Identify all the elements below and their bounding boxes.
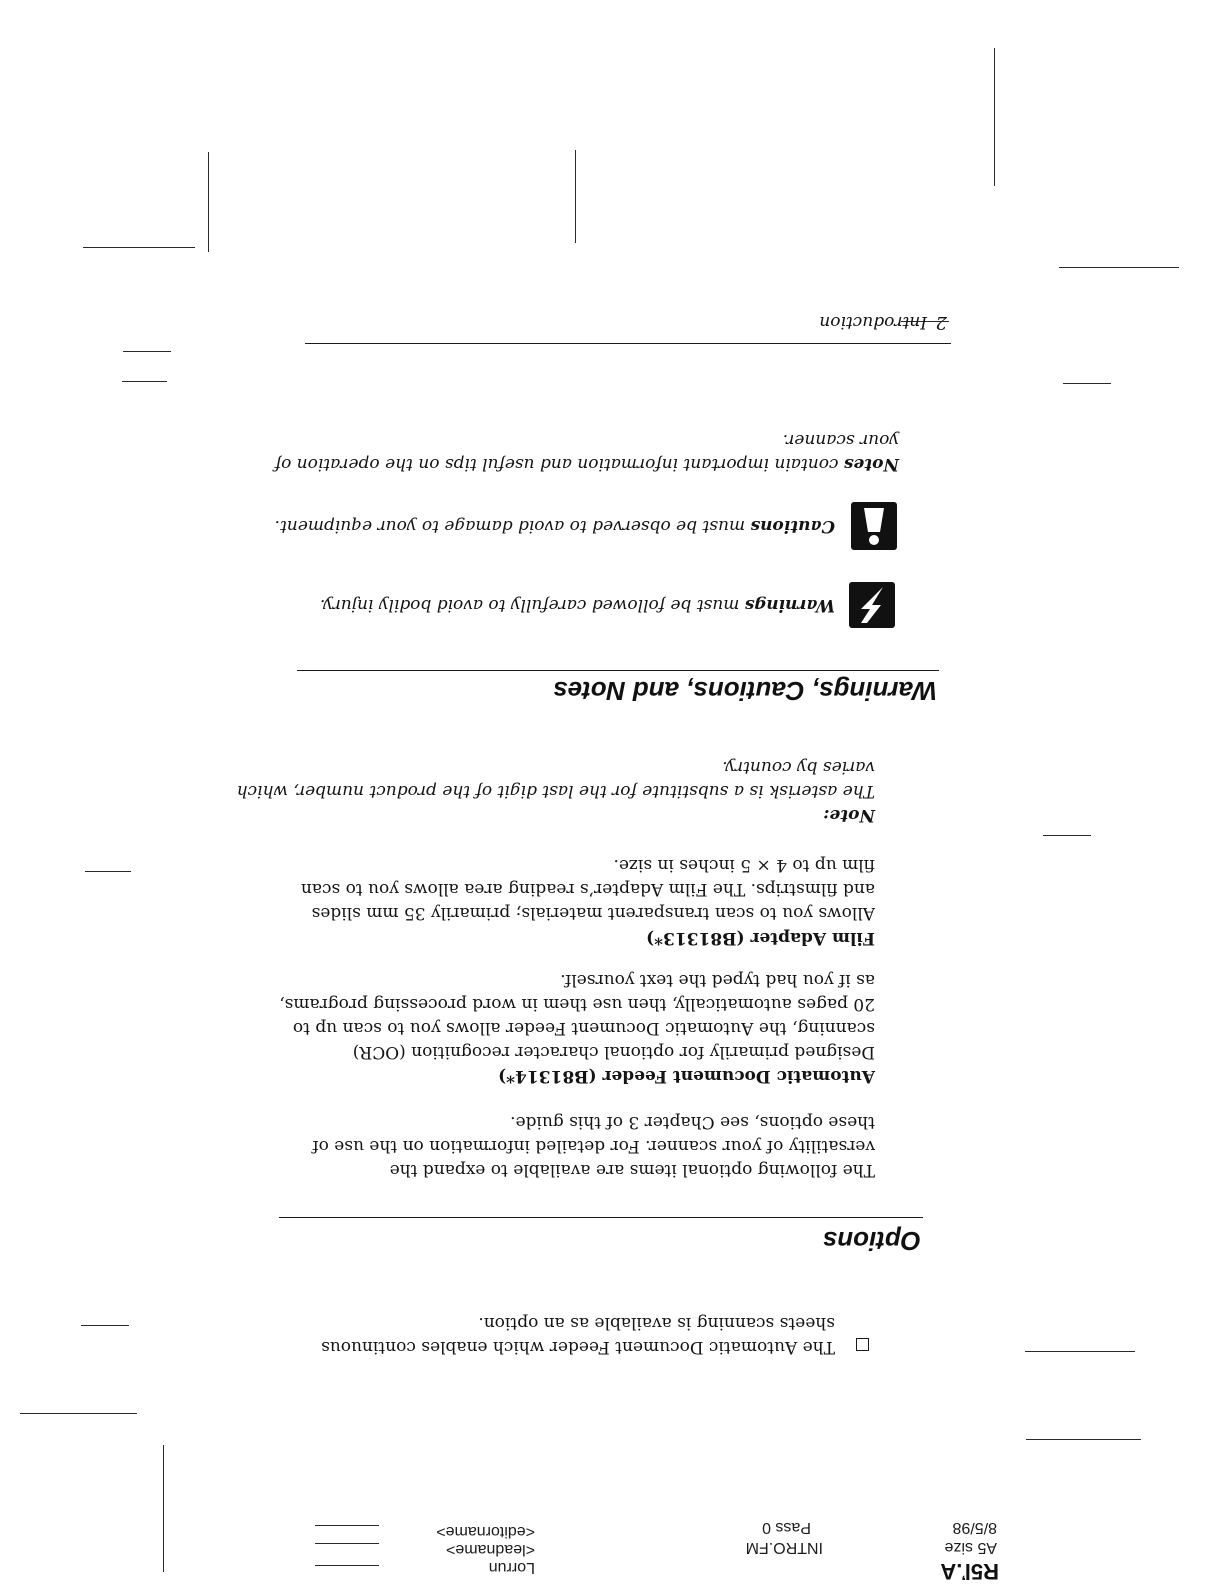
adf-text-line: 20 pages automatically, then use them in word processing programs, [279,994,875,1014]
options-intro-line: these options, see Chapter 3 of this guide. [510,1112,875,1132]
notes-description: contain important information and useful tips on the operation of [274,454,839,474]
notes-text-line: your scanner. [782,430,899,450]
crop-mark [163,1445,164,1572]
page-number: 2 [935,312,947,333]
film-text-line: film up to 4 × 5 inches in size. [613,855,875,875]
adf-text-line: scanning, the Automatic Document Feeder allows you to scan up to [292,1018,875,1038]
editor-name-line: <leadname> [446,1541,535,1558]
caution-label: Cautions [750,516,835,536]
header-rule [315,1525,379,1526]
crop-mark [20,1413,137,1414]
bullet-text: The Automatic Document Feeder which enables continuous [321,1337,835,1357]
crop-mark [1059,267,1179,268]
notes-label: Notes [843,454,899,474]
crop-mark [994,48,995,186]
crop-mark [1063,383,1111,384]
pass-label: Pass 0 [762,1519,811,1536]
options-intro-line: The following optional items are available to expand the [389,1160,875,1180]
warning-label: Warnings [744,595,835,615]
adf-text-line: as if you had typed the text yourself. [560,970,875,990]
header-rule [315,1565,379,1566]
file-name-label: INTRO.FM [745,1539,823,1556]
crop-mark [208,152,209,252]
editor-name-line: <editorname> [436,1523,535,1540]
crop-mark [575,150,576,243]
notes-text-line [275,452,899,475]
caution-description: must be observed to avoid damage to your equipment. [274,516,746,536]
warning-description: must be followed carefully to avoid bodily injury. [319,595,740,615]
crop-mark [123,351,171,352]
caution-text [275,514,835,537]
crop-mark [1026,1439,1141,1440]
checkbox-bullet-icon [856,1338,869,1351]
running-footer-rule [305,343,951,344]
crop-mark [122,381,167,382]
options-heading: Options [822,1226,921,1256]
options-intro-line: versatility of your scanner. For detailed information on the use of [312,1136,875,1156]
section-rule [279,1217,923,1218]
note-label: Note: [823,805,875,825]
lightning-warning-icon [849,582,895,628]
running-section-title: Introduction [819,312,927,332]
exclamation-caution-icon [851,502,897,550]
note-text-line: varies by country. [722,757,875,777]
note-text-line: The asterisk is a substitute for the last digit of the product number, which [236,781,875,801]
crop-mark [1043,835,1091,836]
bullet-text: sheets scanning is available as an option. [478,1313,835,1333]
section-rule [297,670,939,671]
film-text-line: Allows you to scan transparent materials; primarily 35 mm slides [311,903,875,923]
crop-mark [85,871,131,872]
warnings-heading: Warnings, Cautions, and Notes [553,676,937,706]
date-label: 8/5/98 [952,1519,997,1536]
crop-mark [1025,1351,1135,1352]
crop-mark [83,247,195,248]
page-size-label: A5 size [944,1539,997,1556]
warning-text [320,593,835,616]
film-text-line: and filmstrips. The Film Adapter’s reading area allows you to scan [300,879,875,899]
editor-name-line: Lorrun [488,1559,535,1576]
revision-code: R5ľ.A [940,1559,999,1584]
film-adapter-heading: Film Adapter (B81313*) [646,928,875,948]
crop-mark [81,1325,129,1326]
adf-text-line: Designed primarily for optional character recognition (OCR) [352,1042,875,1062]
header-rule [315,1543,379,1544]
adf-heading: Automatic Document Feeder (B81314*) [498,1066,875,1086]
